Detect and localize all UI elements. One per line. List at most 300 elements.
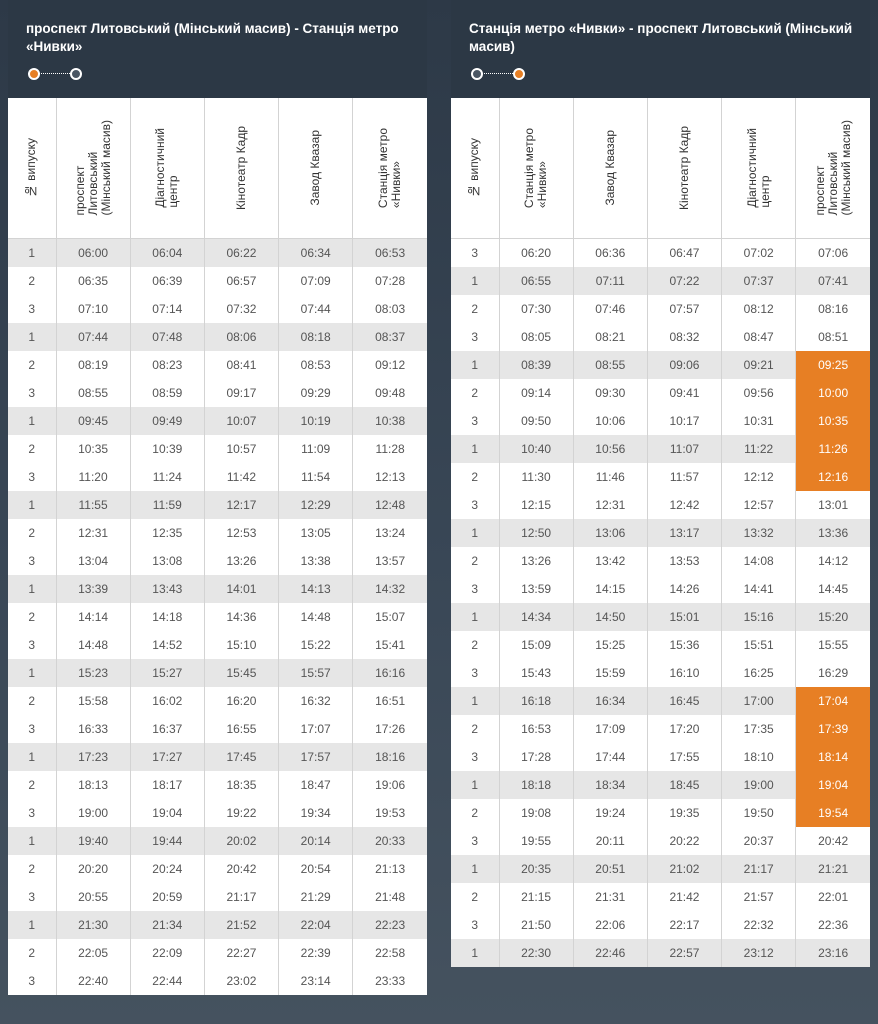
time-cell: 08:47	[722, 323, 796, 351]
table-row	[451, 939, 870, 967]
table-row	[8, 631, 427, 659]
table-row	[8, 855, 427, 883]
run-number-cell: 3	[8, 883, 56, 911]
run-number-cell: 3	[451, 239, 499, 268]
time-cell: 14:14	[56, 603, 130, 631]
run-number-cell: 1	[8, 239, 56, 268]
time-cell: 10:35	[56, 435, 130, 463]
route-end-dot-icon	[513, 68, 525, 80]
time-cell: 06:34	[279, 239, 353, 268]
time-cell: 16:34	[573, 687, 647, 715]
run-number-cell: 1	[8, 407, 56, 435]
table-row	[8, 323, 427, 351]
time-cell: 12:15	[499, 491, 573, 519]
time-cell: 21:30	[56, 911, 130, 939]
time-cell: 22:44	[130, 967, 204, 995]
time-cell: 22:23	[353, 911, 427, 939]
time-cell: 10:40	[499, 435, 573, 463]
table-row	[451, 519, 870, 547]
time-cell: 14:41	[722, 575, 796, 603]
time-cell: 22:30	[499, 939, 573, 967]
schedule-panel-return	[451, 0, 870, 967]
column-header-stop: проспект Литовський (Мінський масив)	[56, 98, 130, 239]
table-row	[8, 267, 427, 295]
run-number-cell: 2	[8, 267, 56, 295]
run-number-cell: 3	[451, 407, 499, 435]
time-cell: 17:28	[499, 743, 573, 771]
time-cell: 14:12	[796, 547, 870, 575]
run-number-cell: 3	[451, 911, 499, 939]
table-row	[8, 351, 427, 379]
time-cell: 13:01	[796, 491, 870, 519]
column-header-stop: Кінотеатр Кадр	[204, 98, 278, 239]
time-cell: 10:17	[647, 407, 721, 435]
run-number-cell: 2	[451, 463, 499, 491]
time-cell: 09:49	[130, 407, 204, 435]
run-number-cell: 1	[8, 491, 56, 519]
time-cell: 19:06	[353, 771, 427, 799]
column-header-stop: Станція метро «Нивки»	[353, 98, 427, 239]
time-cell: 16:32	[279, 687, 353, 715]
time-cell: 15:16	[722, 603, 796, 631]
time-cell: 20:33	[353, 827, 427, 855]
run-number-cell: 2	[8, 687, 56, 715]
time-cell: 07:09	[279, 267, 353, 295]
time-cell: 08:59	[130, 379, 204, 407]
time-cell: 15:27	[130, 659, 204, 687]
time-cell: 06:36	[573, 239, 647, 268]
time-cell: 10:07	[204, 407, 278, 435]
schedule-table	[8, 98, 427, 995]
time-cell: 06:47	[647, 239, 721, 268]
time-cell: 13:05	[279, 519, 353, 547]
column-header-run-number: № випуску	[451, 98, 499, 239]
time-cell: 20:37	[722, 827, 796, 855]
time-cell: 17:44	[573, 743, 647, 771]
time-cell: 06:39	[130, 267, 204, 295]
time-cell: 20:24	[130, 855, 204, 883]
time-cell: 18:18	[499, 771, 573, 799]
table-row	[451, 799, 870, 827]
run-number-cell: 3	[8, 799, 56, 827]
time-cell: 15:43	[499, 659, 573, 687]
run-number-cell: 2	[451, 883, 499, 911]
time-cell: 22:58	[353, 939, 427, 967]
run-number-cell: 1	[8, 323, 56, 351]
table-row	[451, 883, 870, 911]
time-cell: 12:29	[279, 491, 353, 519]
table-row	[451, 631, 870, 659]
time-cell: 21:13	[353, 855, 427, 883]
time-cell: 13:36	[796, 519, 870, 547]
table-row	[451, 491, 870, 519]
time-cell: 11:30	[499, 463, 573, 491]
table-row	[8, 659, 427, 687]
time-cell: 06:57	[204, 267, 278, 295]
time-cell: 15:09	[499, 631, 573, 659]
time-cell: 09:14	[499, 379, 573, 407]
time-cell: 19:53	[353, 799, 427, 827]
time-cell: 12:12	[722, 463, 796, 491]
time-cell: 07:28	[353, 267, 427, 295]
time-cell: 15:22	[279, 631, 353, 659]
time-cell: 09:25	[796, 351, 870, 379]
schedule-table	[451, 98, 870, 967]
time-cell: 08:23	[130, 351, 204, 379]
time-cell: 21:29	[279, 883, 353, 911]
table-row	[451, 435, 870, 463]
table-row	[8, 911, 427, 939]
time-cell: 09:29	[279, 379, 353, 407]
time-cell: 15:55	[796, 631, 870, 659]
time-cell: 14:50	[573, 603, 647, 631]
time-cell: 12:17	[204, 491, 278, 519]
time-cell: 08:37	[353, 323, 427, 351]
table-header	[8, 98, 427, 239]
time-cell: 14:08	[722, 547, 796, 575]
run-number-cell: 1	[451, 939, 499, 967]
time-cell: 07:41	[796, 267, 870, 295]
table-row	[451, 575, 870, 603]
time-cell: 20:42	[204, 855, 278, 883]
table-row	[451, 463, 870, 491]
table-row	[8, 799, 427, 827]
run-number-cell: 2	[451, 631, 499, 659]
schedule-panel-outbound	[8, 0, 427, 995]
time-cell: 20:55	[56, 883, 130, 911]
time-cell: 13:08	[130, 547, 204, 575]
table-row	[8, 407, 427, 435]
time-cell: 19:00	[56, 799, 130, 827]
time-cell: 15:45	[204, 659, 278, 687]
time-cell: 11:55	[56, 491, 130, 519]
time-cell: 08:32	[647, 323, 721, 351]
time-cell: 16:10	[647, 659, 721, 687]
time-cell: 22:39	[279, 939, 353, 967]
time-cell: 11:28	[353, 435, 427, 463]
time-cell: 11:26	[796, 435, 870, 463]
time-cell: 17:20	[647, 715, 721, 743]
time-cell: 11:20	[56, 463, 130, 491]
time-cell: 21:31	[573, 883, 647, 911]
time-cell: 13:42	[573, 547, 647, 575]
time-cell: 14:36	[204, 603, 278, 631]
time-cell: 15:10	[204, 631, 278, 659]
time-cell: 08:39	[499, 351, 573, 379]
time-cell: 21:21	[796, 855, 870, 883]
time-cell: 10:31	[722, 407, 796, 435]
time-cell: 07:37	[722, 267, 796, 295]
time-cell: 21:57	[722, 883, 796, 911]
time-cell: 17:09	[573, 715, 647, 743]
time-cell: 18:13	[56, 771, 130, 799]
run-number-cell: 3	[8, 547, 56, 575]
run-number-cell: 3	[8, 295, 56, 323]
time-cell: 11:46	[573, 463, 647, 491]
time-cell: 21:50	[499, 911, 573, 939]
route-line-icon	[36, 73, 74, 74]
time-cell: 14:13	[279, 575, 353, 603]
column-header-stop: Діагностичний центр	[130, 98, 204, 239]
time-cell: 13:24	[353, 519, 427, 547]
time-cell: 13:57	[353, 547, 427, 575]
time-cell: 07:44	[279, 295, 353, 323]
time-cell: 18:16	[353, 743, 427, 771]
table-row	[8, 435, 427, 463]
table-row	[8, 743, 427, 771]
time-cell: 17:27	[130, 743, 204, 771]
time-cell: 10:06	[573, 407, 647, 435]
table-row	[8, 463, 427, 491]
route-title: Станція метро «Нивки» - проспект Литовський (Мінський масив)	[469, 21, 853, 54]
time-cell: 20:20	[56, 855, 130, 883]
table-row	[8, 771, 427, 799]
table-row	[451, 659, 870, 687]
table-row	[8, 827, 427, 855]
time-cell: 10:56	[573, 435, 647, 463]
time-cell: 14:18	[130, 603, 204, 631]
time-cell: 15:07	[353, 603, 427, 631]
time-cell: 17:35	[722, 715, 796, 743]
time-cell: 08:53	[279, 351, 353, 379]
time-cell: 12:42	[647, 491, 721, 519]
time-cell: 09:41	[647, 379, 721, 407]
time-cell: 12:48	[353, 491, 427, 519]
time-cell: 09:12	[353, 351, 427, 379]
run-number-cell: 2	[8, 435, 56, 463]
time-cell: 06:20	[499, 239, 573, 268]
time-cell: 21:15	[499, 883, 573, 911]
time-cell: 08:19	[56, 351, 130, 379]
time-cell: 14:01	[204, 575, 278, 603]
time-cell: 22:40	[56, 967, 130, 995]
time-cell: 15:20	[796, 603, 870, 631]
time-cell: 14:48	[279, 603, 353, 631]
time-cell: 19:34	[279, 799, 353, 827]
time-cell: 13:26	[499, 547, 573, 575]
table-row	[451, 771, 870, 799]
time-cell: 22:01	[796, 883, 870, 911]
time-cell: 15:36	[647, 631, 721, 659]
time-cell: 19:08	[499, 799, 573, 827]
time-cell: 10:35	[796, 407, 870, 435]
time-cell: 09:21	[722, 351, 796, 379]
time-cell: 07:46	[573, 295, 647, 323]
time-cell: 08:41	[204, 351, 278, 379]
time-cell: 09:48	[353, 379, 427, 407]
time-cell: 13:17	[647, 519, 721, 547]
run-number-cell: 3	[451, 659, 499, 687]
time-cell: 21:17	[204, 883, 278, 911]
time-cell: 16:20	[204, 687, 278, 715]
panel-header	[8, 0, 427, 98]
time-cell: 18:47	[279, 771, 353, 799]
time-cell: 12:50	[499, 519, 573, 547]
column-header-stop: Кінотеатр Кадр	[647, 98, 721, 239]
time-cell: 13:59	[499, 575, 573, 603]
time-cell: 08:06	[204, 323, 278, 351]
time-cell: 12:57	[722, 491, 796, 519]
time-cell: 14:45	[796, 575, 870, 603]
time-cell: 08:18	[279, 323, 353, 351]
time-cell: 11:42	[204, 463, 278, 491]
time-cell: 07:57	[647, 295, 721, 323]
time-cell: 13:53	[647, 547, 721, 575]
time-cell: 10:38	[353, 407, 427, 435]
time-cell: 19:35	[647, 799, 721, 827]
time-cell: 21:42	[647, 883, 721, 911]
time-cell: 06:55	[499, 267, 573, 295]
table-row	[8, 519, 427, 547]
run-number-cell: 1	[451, 519, 499, 547]
table-row	[8, 379, 427, 407]
table-row	[451, 379, 870, 407]
run-number-cell: 1	[451, 603, 499, 631]
time-cell: 11:57	[647, 463, 721, 491]
time-cell: 09:45	[56, 407, 130, 435]
route-start-dot-icon	[28, 68, 40, 80]
time-cell: 15:58	[56, 687, 130, 715]
table-row	[451, 603, 870, 631]
run-number-cell: 2	[8, 603, 56, 631]
time-cell: 13:06	[573, 519, 647, 547]
time-cell: 16:33	[56, 715, 130, 743]
time-cell: 23:02	[204, 967, 278, 995]
table-row	[8, 715, 427, 743]
run-number-cell: 1	[451, 687, 499, 715]
time-cell: 13:39	[56, 575, 130, 603]
run-number-cell: 1	[451, 771, 499, 799]
run-number-cell: 1	[451, 267, 499, 295]
time-cell: 16:51	[353, 687, 427, 715]
time-cell: 20:51	[573, 855, 647, 883]
time-cell: 22:17	[647, 911, 721, 939]
time-cell: 23:16	[796, 939, 870, 967]
time-cell: 18:45	[647, 771, 721, 799]
time-cell: 12:31	[56, 519, 130, 547]
run-number-cell: 1	[8, 827, 56, 855]
run-number-cell: 2	[451, 379, 499, 407]
time-cell: 20:11	[573, 827, 647, 855]
time-cell: 07:06	[796, 239, 870, 268]
table-row	[451, 855, 870, 883]
time-cell: 06:04	[130, 239, 204, 268]
time-cell: 23:14	[279, 967, 353, 995]
time-cell: 14:34	[499, 603, 573, 631]
time-cell: 13:43	[130, 575, 204, 603]
time-cell: 19:04	[130, 799, 204, 827]
run-number-cell: 2	[451, 799, 499, 827]
time-cell: 19:54	[796, 799, 870, 827]
route-end-dot-icon	[70, 68, 82, 80]
time-cell: 16:37	[130, 715, 204, 743]
time-cell: 11:07	[647, 435, 721, 463]
time-cell: 20:54	[279, 855, 353, 883]
column-header-stop: проспект Литовський (Мінський масив)	[796, 98, 870, 239]
run-number-cell: 3	[451, 743, 499, 771]
time-cell: 11:09	[279, 435, 353, 463]
time-cell: 16:16	[353, 659, 427, 687]
time-cell: 15:25	[573, 631, 647, 659]
time-cell: 11:59	[130, 491, 204, 519]
run-number-cell: 1	[8, 575, 56, 603]
time-cell: 09:50	[499, 407, 573, 435]
time-cell: 12:13	[353, 463, 427, 491]
time-cell: 06:00	[56, 239, 130, 268]
column-header-stop: Діагностичний центр	[722, 98, 796, 239]
time-cell: 18:35	[204, 771, 278, 799]
time-cell: 09:17	[204, 379, 278, 407]
run-number-cell: 2	[8, 855, 56, 883]
table-row	[8, 547, 427, 575]
time-cell: 16:25	[722, 659, 796, 687]
time-cell: 19:40	[56, 827, 130, 855]
table-row	[8, 295, 427, 323]
run-number-cell: 3	[8, 631, 56, 659]
time-cell: 17:26	[353, 715, 427, 743]
time-cell: 07:48	[130, 323, 204, 351]
time-cell: 20:35	[499, 855, 573, 883]
run-number-cell: 3	[8, 967, 56, 995]
time-cell: 15:59	[573, 659, 647, 687]
route-direction-indicator	[28, 68, 82, 80]
time-cell: 08:03	[353, 295, 427, 323]
time-cell: 14:32	[353, 575, 427, 603]
run-number-cell: 1	[8, 659, 56, 687]
time-cell: 22:05	[56, 939, 130, 967]
time-cell: 16:29	[796, 659, 870, 687]
time-cell: 21:02	[647, 855, 721, 883]
time-cell: 10:00	[796, 379, 870, 407]
column-header-stop: Завод Квазар	[573, 98, 647, 239]
time-cell: 19:04	[796, 771, 870, 799]
time-cell: 22:27	[204, 939, 278, 967]
time-cell: 18:34	[573, 771, 647, 799]
time-cell: 20:42	[796, 827, 870, 855]
table-row	[451, 547, 870, 575]
time-cell: 17:45	[204, 743, 278, 771]
time-cell: 11:24	[130, 463, 204, 491]
time-cell: 14:15	[573, 575, 647, 603]
run-number-cell: 2	[8, 351, 56, 379]
time-cell: 21:48	[353, 883, 427, 911]
time-cell: 21:34	[130, 911, 204, 939]
table-row	[451, 351, 870, 379]
table-row	[451, 911, 870, 939]
run-number-cell: 2	[451, 547, 499, 575]
run-number-cell: 2	[8, 771, 56, 799]
time-cell: 09:56	[722, 379, 796, 407]
table-row	[8, 883, 427, 911]
table-row	[8, 239, 427, 268]
run-number-cell: 1	[8, 743, 56, 771]
time-cell: 07:44	[56, 323, 130, 351]
table-row	[8, 575, 427, 603]
time-cell: 14:26	[647, 575, 721, 603]
table-header	[451, 98, 870, 239]
time-cell: 19:22	[204, 799, 278, 827]
time-cell: 18:17	[130, 771, 204, 799]
time-cell: 17:00	[722, 687, 796, 715]
time-cell: 08:55	[573, 351, 647, 379]
time-cell: 23:33	[353, 967, 427, 995]
table-row	[451, 743, 870, 771]
run-number-cell: 3	[8, 463, 56, 491]
column-header-run-number: № випуску	[8, 98, 56, 239]
time-cell: 15:23	[56, 659, 130, 687]
table-row	[451, 827, 870, 855]
time-cell: 08:51	[796, 323, 870, 351]
